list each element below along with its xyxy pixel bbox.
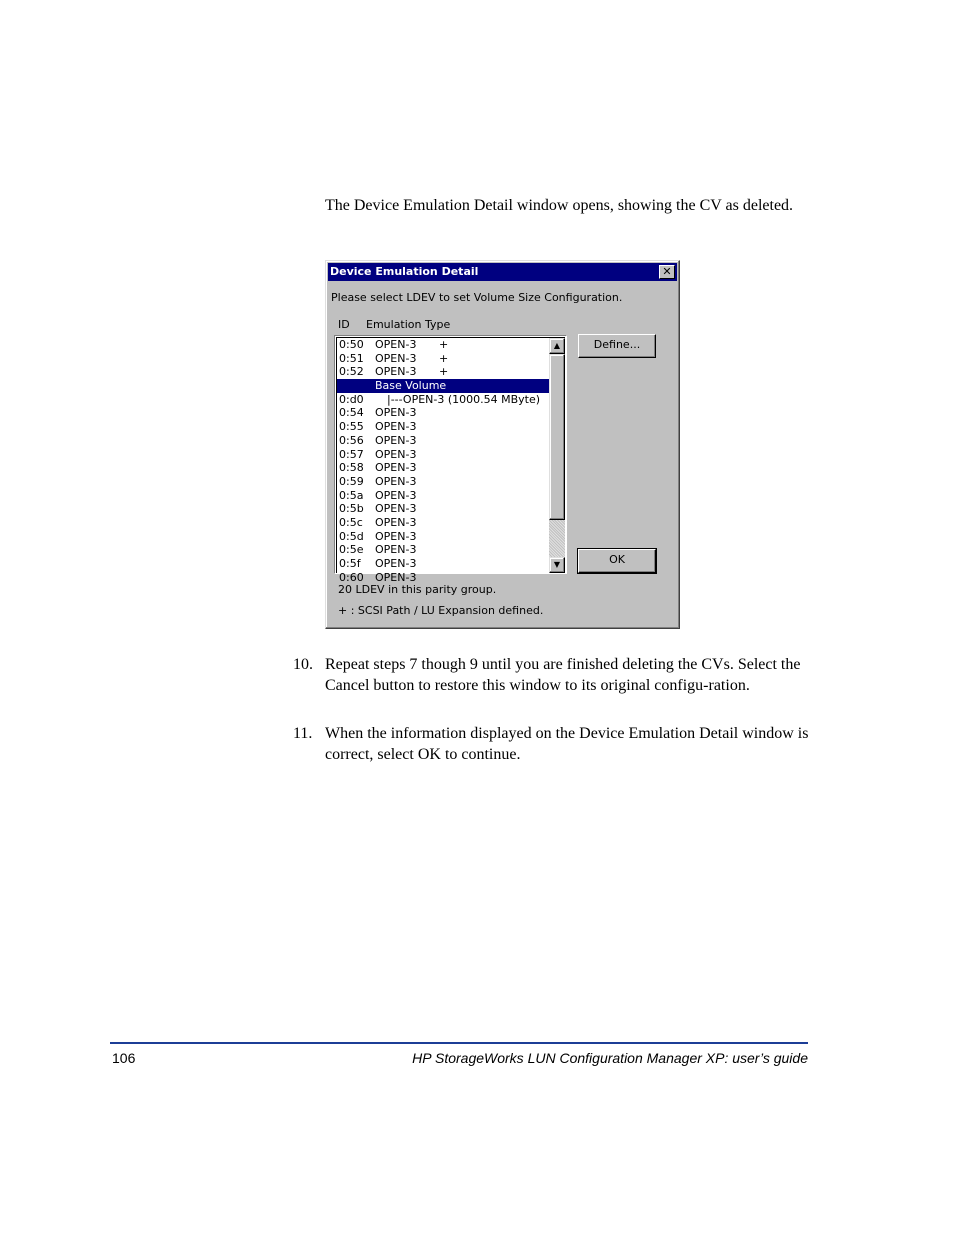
ldev-count-text: 20 LDEV in this parity group. [338, 583, 497, 596]
list-item[interactable] [337, 475, 550, 489]
list-item-id: 0:52 [339, 365, 364, 379]
device-emulation-detail-dialog [325, 260, 680, 629]
list-item-id: 0:54 [339, 406, 364, 420]
list-item-id: 0:59 [339, 474, 364, 488]
list-item-mark: + [439, 338, 449, 351]
list-item-id: 0:56 [339, 433, 364, 447]
list-item-type: OPEN-3 [375, 543, 417, 557]
list-item-id: 0:d0 [339, 392, 364, 406]
list-item[interactable] [337, 420, 550, 434]
list-item[interactable] [337, 338, 550, 352]
list-item[interactable] [337, 461, 550, 475]
list-item-id: 0:51 [339, 351, 364, 365]
column-header-id: ID [338, 318, 350, 331]
step-11 [293, 724, 813, 765]
list-item[interactable] [337, 448, 550, 462]
list-item[interactable] [337, 557, 550, 571]
legend-text: + : SCSI Path / LU Expansion defined. [338, 604, 544, 617]
step-text: When the information displayed on the Device Emulation Detail window is correct, select OK to continue. [325, 725, 809, 763]
close-icon[interactable]: ✕ [659, 265, 675, 279]
dialog-prompt: Please select LDEV to set Volume Size Configuration. [331, 291, 623, 304]
list-item-type: OPEN-3 [375, 488, 417, 502]
list-item-id: 0:5a [339, 488, 364, 502]
ok-button[interactable]: OK [578, 549, 656, 573]
define-button[interactable]: Define... [578, 334, 656, 358]
list-item-id: 0:5e [339, 543, 364, 557]
list-item-id: 0:5d [339, 529, 364, 543]
list-item[interactable] [337, 489, 550, 503]
list-item[interactable] [337, 365, 550, 379]
list-item-type: OPEN-3 [375, 406, 417, 420]
list-item-mark: + [439, 351, 449, 365]
list-item-type: OPEN-3 [375, 420, 417, 434]
list-item-id: 0:5b [339, 502, 364, 516]
list-item[interactable] [337, 393, 550, 407]
dialog-titlebar [328, 263, 677, 281]
vertical-scrollbar[interactable] [549, 337, 565, 573]
list-item-type: OPEN-3 [375, 433, 417, 447]
scroll-down-icon[interactable]: ▼ [549, 557, 565, 573]
list-item-id: 0:50 [339, 338, 364, 351]
page-number: 106 [112, 1050, 136, 1066]
column-header-emulation-type: Emulation Type [366, 318, 451, 331]
scroll-thumb[interactable] [549, 354, 565, 520]
list-item[interactable] [337, 352, 550, 366]
running-title: HP StorageWorks LUN Configuration Manager XP: user’s guide [412, 1050, 808, 1066]
step-text: Repeat steps 7 though 9 until you are finished deleting the CVs. Select the Cancel button to restore this window to its original configu-ration. [325, 656, 801, 694]
list-item-type: OPEN-3 [375, 474, 417, 488]
list-item[interactable] [337, 502, 550, 516]
list-item[interactable] [337, 406, 550, 420]
footer-rule [110, 1042, 808, 1044]
intro-paragraph: The Device Emulation Detail window opens, showing the CV as deleted. [325, 197, 794, 214]
list-item-type: OPEN-3 [375, 557, 417, 570]
list-item[interactable] [337, 516, 550, 530]
step-number: 10. [293, 656, 313, 673]
list-item-type: Base Volume [375, 379, 447, 393]
list-item[interactable] [337, 530, 550, 544]
step-number: 11. [293, 725, 313, 742]
list-item-type: OPEN-3 [375, 570, 417, 584]
list-item-type: OPEN-3 [375, 502, 417, 516]
list-item-type: OPEN-3 [375, 365, 417, 379]
list-item-type: OPEN-3 [375, 515, 417, 529]
list-item-id: 0:5f [339, 557, 361, 570]
list-item[interactable] [337, 379, 550, 393]
ldev-list [336, 337, 550, 584]
list-item-mark: + [439, 365, 449, 379]
list-item-type: |---OPEN-3 (1000.54 MByte) [387, 392, 541, 406]
list-item-id: 0:57 [339, 447, 364, 461]
ldev-listbox[interactable] [334, 335, 567, 584]
list-item[interactable] [337, 543, 550, 557]
list-item-id: 0:55 [339, 420, 364, 434]
dialog-title: Device Emulation Detail [330, 265, 479, 278]
list-item-type: OPEN-3 [375, 351, 417, 365]
scroll-up-icon[interactable]: ▲ [549, 338, 565, 354]
list-item-type: OPEN-3 [375, 338, 417, 351]
list-item-id: 0:5c [339, 515, 363, 529]
list-item-type: OPEN-3 [375, 461, 417, 475]
list-item-type: OPEN-3 [375, 529, 417, 543]
step-10 [293, 655, 813, 696]
list-item-type: OPEN-3 [375, 447, 417, 461]
list-item[interactable] [337, 434, 550, 448]
list-item-id: 0:60 [339, 570, 364, 584]
list-item-id: 0:58 [339, 461, 364, 475]
